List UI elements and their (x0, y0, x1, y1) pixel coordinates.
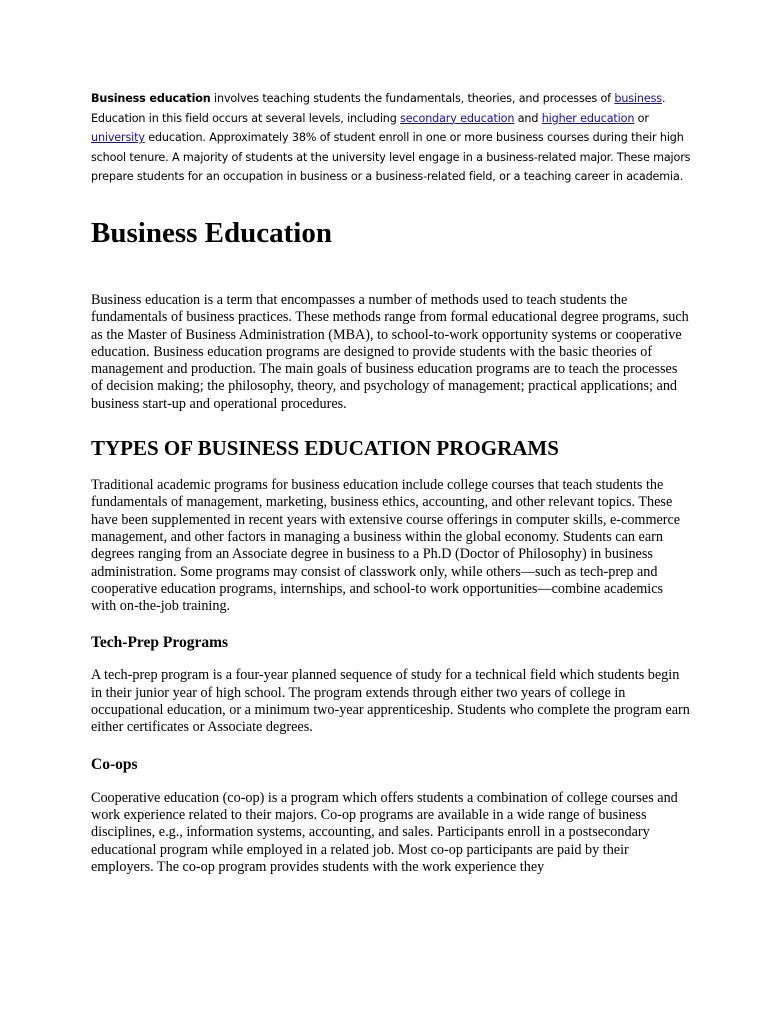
university-link[interactable]: university (91, 131, 145, 145)
secondary-education-link[interactable]: secondary education (400, 111, 515, 125)
business-link[interactable]: business (614, 92, 662, 105)
coops-heading: Co-ops (91, 755, 138, 773)
intro-text-2: . Education in this field occurs at several levels, including (91, 92, 666, 125)
tech-prep-paragraph: A tech-prep program is a four-year planned sequence of study for a technical field which students begin in their junior year of high school. The program extends through either two years of college in occupational education, or a minimum two-year apprenticeship. Students who complete the program earn either certificates or Associate degrees. (91, 667, 690, 736)
intro-text-4: or (634, 111, 649, 125)
types-paragraph: Traditional academic programs for business education include college courses that teach students the fundamentals of management, marketing, business ethics, accounting, and other relevant topics. These have been supplemented in recent years with extensive course offerings in computer skills, e-commerce management, and other factors in managing a business within the global economy. Students can earn degrees ranging from an Associate degree in business to a Ph.D (Doctor of Philosophy) in business administration. Some programs may consist of classwork only, while others—such as tech-prep and cooperative education programs, internships, and school-to work opportunities—combine academics with on-the-job training. (91, 477, 681, 615)
intro-text-1: involves teaching students the fundamentals, theories, and processes of (210, 92, 615, 105)
intro-paragraph (91, 89, 691, 187)
coops-paragraph: Cooperative education (co-op) is a program which offers students a combination of college courses and work experience related to their majors. Co-op programs are available in a wide range of business disciplines, e.g., information systems, accounting, and sales. Participants enroll in a postsecondary educational program while employed in a related job. Most co-op participants are paid by their employers. The co-op program provides students with the work experience they (91, 789, 678, 875)
main-heading: Business Education (91, 216, 332, 249)
higher-education-link[interactable]: higher education (541, 111, 635, 125)
document-page (91, 89, 691, 876)
intro-text-5: education. Approximately 38% of student enroll in one or more business courses during their high school tenure. A majority of students at the university level engage in a business-related major. These majors prepare students for an occupation in business or a business-related field, or a teaching career in academia. (91, 131, 691, 184)
overview-paragraph: Business education is a term that encompasses a number of methods used to teach students the fundamentals of business practices. These methods range from formal educational degree programs, such as the Master of Business Administration (MBA), to school-to-work opportunity systems or cooperative education. Business education programs are designed to provide students with the basic theories of management and production. The main goals of business education programs are to teach the processes of decision making; the philosophy, theory, and psychology of management; practical applications; and business start-up and operational procedures. (91, 291, 689, 412)
intro-text-3: and (514, 111, 542, 125)
intro-lead-term: Business education (91, 92, 211, 105)
tech-prep-heading: Tech-Prep Programs (91, 634, 229, 652)
types-heading: TYPES OF BUSINESS EDUCATION PROGRAMS (91, 436, 559, 461)
